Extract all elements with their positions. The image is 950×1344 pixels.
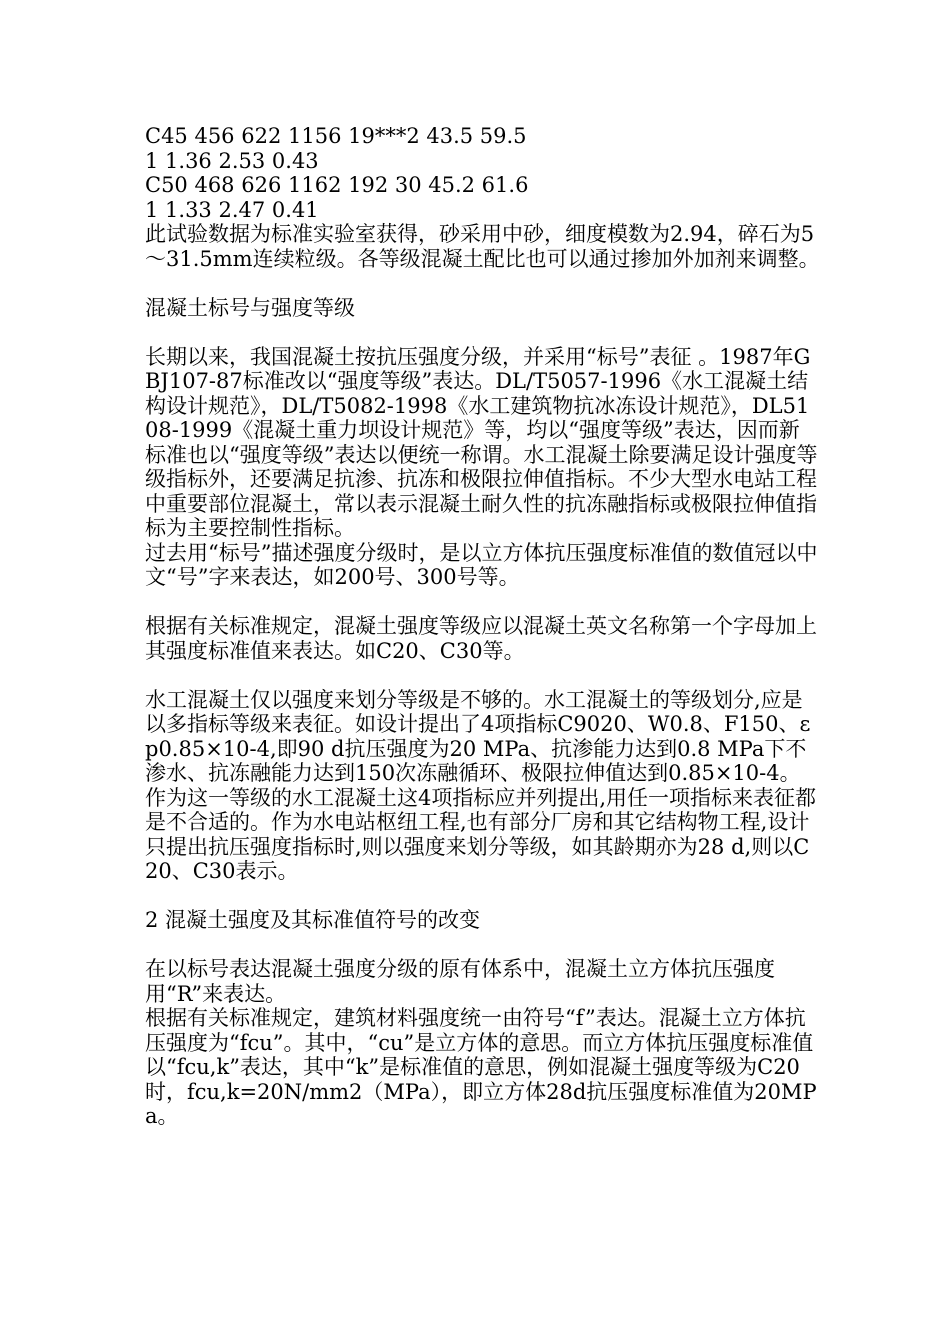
paragraph-hydraulic-concrete: 水工混凝土仅以强度来划分等级是不够的。水工混凝土的等级划分,应是以多指标等级来表征。如设计提出了4项指标C9020、W0.8、F150、εp0.85×10-4,即90 d抗压强度为20 MPa、抗渗能力达到0.8 MPa下不渗水、抗冻融能力达到150次冻融循环、极限拉伸值达到0.85×10-4。作为这一等级的水工混凝土这4项指标应并列提出,用任一项指标来表征都是不合适的。作为水电站枢纽工程,也有部分厂房和其它结构物工程,设计只提出抗压强度指标时,则以强度来划分等级，如其龄期亦为28 d,则以C20、C30表示。	[145, 687, 817, 883]
paragraph-test-data: 此试验数据为标准实验室获得，砂采用中砂，细度模数为2.94，碎石为5～31.5mm连续粒级。各等级混凝土配比也可以通过掺加外加剂来调整。	[145, 222, 820, 271]
table-row: C50 468 626 1162 192 30 45.2 61.6	[145, 173, 529, 197]
document-page	[145, 124, 820, 1129]
paragraph-new-symbol: 根据有关标准规定，建筑材料强度统一由符号“f”表达。混凝土立方体抗压强度为“fcu”。其中，“cu”是立方体的意思。而立方体抗压强度标准值以“fcu,k”表达，其中“k”是标准值的意思，例如混凝土强度等级为C20时，fcu,k=20N/mm2（MPa），即立方体28d抗压强度标准值为20MPa。	[145, 1006, 817, 1128]
section-heading-symbols: 2 混凝土强度及其标准值符号的改变	[145, 908, 481, 932]
paragraph-gap	[145, 320, 820, 345]
paragraph-gap	[145, 590, 820, 615]
table-row: 1 1.36 2.53 0.43	[145, 148, 319, 173]
paragraph-gap	[145, 933, 820, 958]
paragraph-gap	[145, 663, 820, 688]
table-row: 1 1.33 2.47 0.41	[145, 197, 319, 222]
paragraph-standard-rule: 根据有关标准规定，混凝土强度等级应以混凝土英文名称第一个字母加上其强度标准值来表达。如C20、C30等。	[145, 614, 817, 663]
section-heading-grade: 混凝土标号与强度等级	[145, 295, 355, 320]
paragraph-gap	[145, 271, 820, 296]
paragraph-gap	[145, 884, 820, 909]
paragraph-old-symbol: 在以标号表达混凝土强度分级的原有体系中，混凝土立方体抗压强度用“R”来表达。	[145, 957, 775, 1006]
paragraph-history: 长期以来，我国混凝土按抗压强度分级，并采用“标号”表征 。1987年GBJ107-87标准改以“强度等级”表达。DL/T5057-1996《水工混凝土结构设计规范》，DL/T5082-1998《水工建筑物抗冰冻设计规范》，DL5108-1999《混凝土重力坝设计规范》等，均以“强度等级”表达，因而新标准也以“强度等级”表达以便统一称谓。水工混凝土除要满足设计强度等级指标外，还要满足抗渗、抗冻和极限拉伸值指标。不少大型水电站工程中重要部位混凝土，常以表示混凝土耐久性的抗冻融指标或极限拉伸值指标为主要控制性指标。	[145, 344, 818, 540]
paragraph-old-label: 过去用“标号”描述强度分级时，是以立方体抗压强度标准值的数值冠以中文“号”字来表达，如200号、300号等。	[145, 540, 818, 589]
table-row: C45 456 622 1156 19***2 43.5 59.5	[145, 124, 527, 148]
